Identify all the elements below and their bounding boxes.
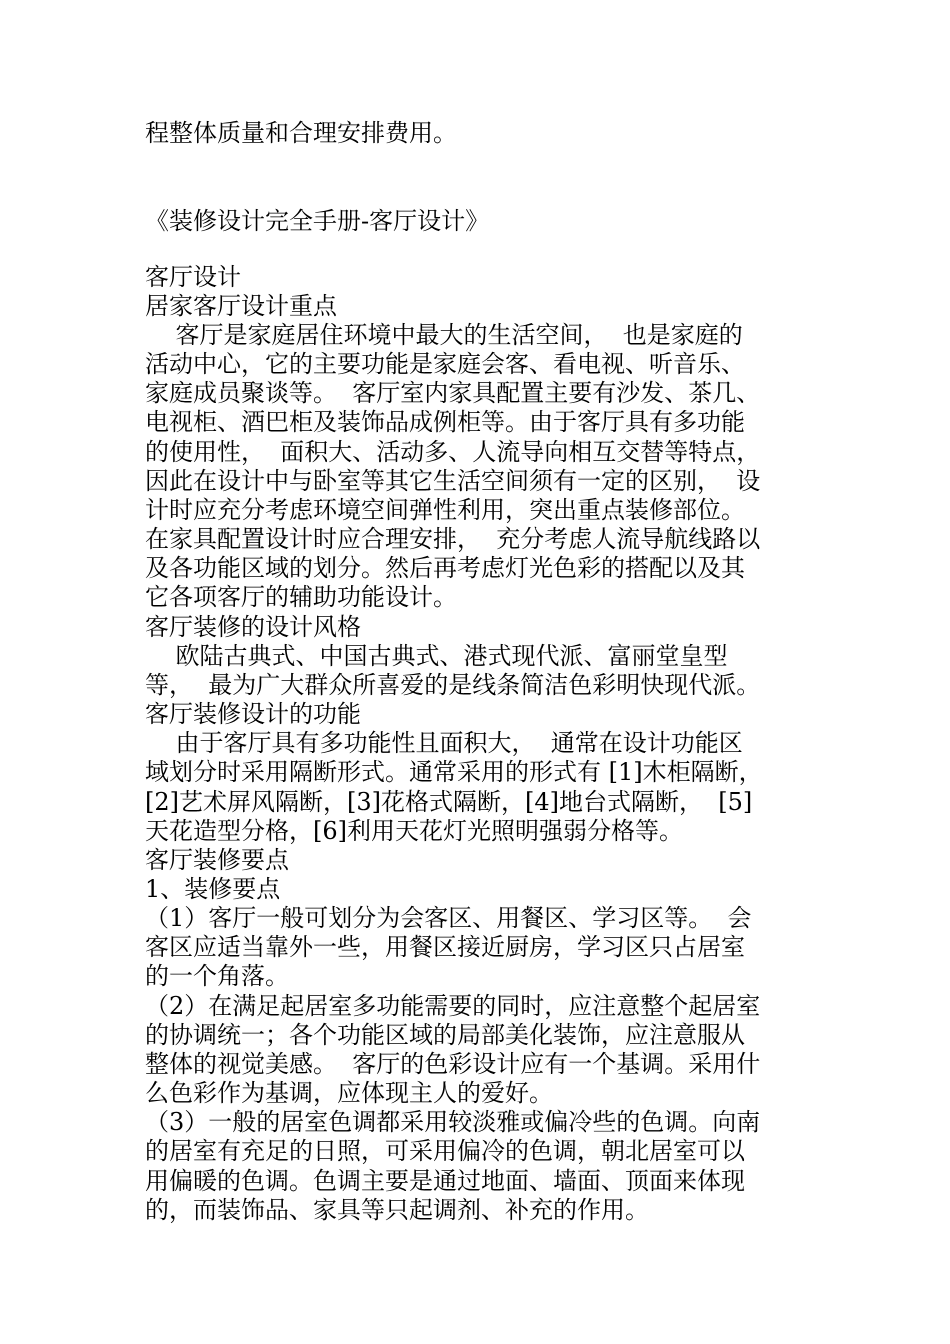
body-text-line: 的一个角落。 <box>145 962 289 990</box>
body-text-line: 客厅是家庭居住环境中最大的生活空间， 也是家庭的 <box>145 321 743 349</box>
subsection-heading: 1、装修要点 <box>145 875 281 903</box>
section-heading: 客厅装修的设计风格 <box>145 613 361 641</box>
body-text-line: 在家具配置设计时应合理安排， 充分考虑人流导航线路以 <box>145 525 761 553</box>
section-heading: 客厅装修要点 <box>145 846 289 874</box>
body-text-line: 的协调统一；各个功能区域的局部美化装饰，应注意服从 <box>145 1021 745 1049</box>
body-text-line: 电视柜、酒巴柜及装饰品成例柜等。由于客厅具有多功能 <box>145 408 745 436</box>
section-heading: 客厅装修设计的功能 <box>145 700 361 728</box>
body-text-line: 它各项客厅的辅助功能设计。 <box>145 583 457 611</box>
paragraph-continuation: 程整体质量和合理安排费用。 <box>145 119 457 147</box>
body-text-line: 因此在设计中与卧室等其它生活空间须有一定的区别， 设 <box>145 467 761 495</box>
body-text-line: 欧陆古典式、中国古典式、港式现代派、富丽堂皇型 <box>145 642 728 670</box>
body-text-line: [2]艺术屏风隔断，[3]花格式隔断，[4]地台式隔断， [5] <box>145 788 753 816</box>
body-text-line: 活动中心，它的主要功能是家庭会客、看电视、听音乐、 <box>145 350 745 378</box>
section-heading: 居家客厅设计重点 <box>145 292 337 320</box>
body-text-line: 计时应充分考虑环境空间弹性利用，突出重点装修部位。 <box>145 496 745 524</box>
body-text-line: 客区应适当靠外一些，用餐区接近厨房，学习区只占居室 <box>145 933 745 961</box>
body-text-line: 的使用性， 面积大、活动多、人流导向相互交替等特点， <box>145 438 761 466</box>
section-heading: 客厅设计 <box>145 263 241 291</box>
body-text-line: 的居室有充足的日照，可采用偏冷的色调，朝北居室可以 <box>145 1137 745 1165</box>
body-text-line: 等， 最为广大群众所喜爱的是线条简洁色彩明快现代派。 <box>145 671 761 699</box>
body-text-line: 的，而装饰品、家具等只起调剂、补充的作用。 <box>145 1196 649 1224</box>
body-text-line: 及各功能区域的划分。然后再考虑灯光色彩的搭配以及其 <box>145 554 745 582</box>
body-text-line: 用偏暖的色调。色调主要是通过地面、墙面、顶面来体现 <box>145 1167 745 1195</box>
body-text-line: 域划分时采用隔断形式。通常采用的形式有 [1]木柜隔断， <box>145 758 763 786</box>
body-text-line: 由于客厅具有多功能性且面积大， 通常在设计功能区 <box>145 729 743 757</box>
body-text-line: 么色彩作为基调，应体现主人的爱好。 <box>145 1079 553 1107</box>
body-text-line: 整体的视觉美感。 客厅的色彩设计应有一个基调。采用什 <box>145 1050 761 1078</box>
list-item-line: （3）一般的居室色调都采用较淡雅或偏冷些的色调。向南 <box>145 1108 761 1136</box>
body-text-line: 天花造型分格，[6]利用天花灯光照明强弱分格等。 <box>145 817 683 845</box>
document-title: 《装修设计完全手册-客厅设计》 <box>145 207 490 235</box>
list-item-line: （2）在满足起居室多功能需要的同时，应注意整个起居室 <box>145 992 761 1020</box>
list-item-line: （1）客厅一般可划分为会客区、用餐区、学习区等。 会 <box>145 904 752 932</box>
body-text-line: 家庭成员聚谈等。 客厅室内家具配置主要有沙发、茶几、 <box>145 379 761 407</box>
